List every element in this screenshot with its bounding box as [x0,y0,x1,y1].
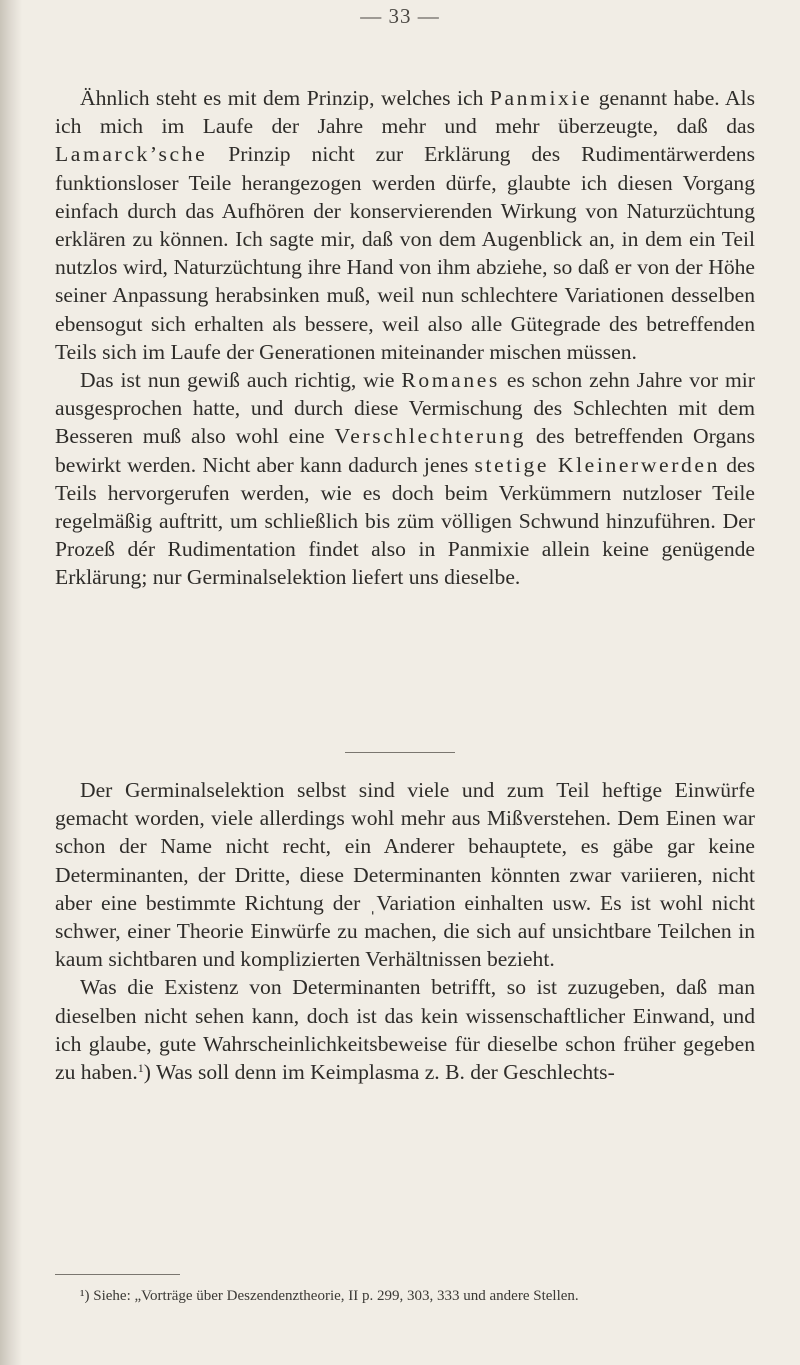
paragraph-panmixie: Ähnlich steht es mit dem Prinzip, welches ich Panmixie genannt habe. Als ich mich im Laufe der Jahre mehr und mehr überzeugte, daß das Lamarck’sche Prinzip nicht zur Erklärung des Rudimentärwerdens funktionsloser Teile herangezogen werden dürfe, glaubte ich diesen Vorgang einfach durch das Aufhören der konservierenden Wirkung von Naturzüchtung erklären zu können. Ich sagte mir, daß von dem Augenblick an, in dem ein Teil nutzlos wird, Naturzüchtung ihre Hand von ihm abziehe, so daß er von der Höhe seiner Anpassung herabsinken muß, weil nun schlechtere Variationen desselben ebensogut sich erhalten als bessere, weil also alle Gütegrade des betreffenden Teils sich im Laufe der Generationen miteinander mischen müssen. [55,86,755,364]
section-divider [345,752,455,753]
spaced-term-verschlechterung: Verschlechterung [334,424,526,449]
footnote [55,1286,755,1306]
footnote-rule [55,1274,180,1275]
spaced-term-kleinerwerden: stetige Kleinerwerden [474,452,720,477]
text-block-upper [55,84,755,592]
text-block-lower [55,776,755,1086]
spaced-term-panmixie: Panmixie [489,86,593,110]
spaced-term-romanes: Romanes [401,368,500,393]
footnote-reference: 1 [137,1061,144,1076]
footnote-marker: ¹) [80,1288,90,1304]
paragraph-determinanten: Was die Existenz von Determinanten betrifft, so ist zuzugeben, daß man dieselben nicht sehen kann, doch ist das kein wissenschaftlicher Einwand, und ich glaube, gute Wahrscheinlichkeitsbeweise für dieselbe schon früher gegeben zu haben.$^1$) Was soll denn im Keimplasma z. B. der Geschlechts- [55,975,755,1085]
paragraph-romanes: Das ist nun gewiß auch richtig, wie Romanes es schon zehn Jahre vor mir ausgesprochen hatte, und durch diese Vermischung des Schlechten mit dem Besseren muß also wohl eine Verschlechterung des betreffenden Organs bewirkt werden. Nicht aber kann dadurch jenes stetige Kleinerwerden des Teils hervorgerufen werden, wie es doch beim Verkümmern nutzloser Teile regelmäßig auftritt, um schließlich bis züm völligen Schwund hinzuführen. Der Prozeß dér Rudimentation findet also in Panmixie allein keine genügende Erklärung; nur Germinalselektion liefert uns dieselbe. [55,368,756,590]
page-edge-shadow [0,0,22,1365]
paragraph-einwuerfe: Der Germinalselektion selbst sind viele und zum Teil heftige Einwürfe gemacht worden, viele allerdings wohl mehr aus Mißverstehen. Dem Einen war schon der Name nicht recht, ein Anderer behauptete, es gäbe gar keine Determinanten, der Dritte, diese Determinanten könnten zwar variieren, nicht aber eine bestimmte Richtung der ˌVariation einhalten usw. Es ist wohl nicht schwer, einer Theorie Einwürfe zu machen, die sich auf unsichtbare Teilchen in kaum sichtbaren und komplizierten Verhältnissen bezieht. [55,778,755,972]
footnote-text: Siehe: „Vorträge über Deszendenztheorie, II p. 299, 303, 333 und andere Stellen. [89,1288,579,1304]
spaced-term-lamarck: Lamarck’sche [55,142,208,167]
page-number: — 33 — [360,4,440,28]
